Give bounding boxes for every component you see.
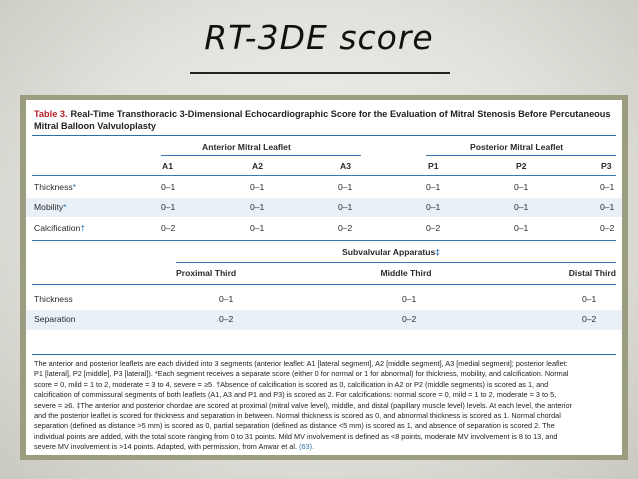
anterior-underline: [161, 155, 361, 156]
footnote-line: separation (defined as distance >5 mm) is scored as 0, partial separation (defined as distance <5 mm) is scored as 1, and absence of separation is scored 2. The: [34, 421, 555, 431]
header-rule: [32, 175, 616, 176]
cell-mobility-p1: 0–1: [426, 202, 441, 212]
cell-calcification-a1: 0–2: [161, 223, 176, 233]
col-header-p2: P2: [516, 161, 527, 171]
col-header-a2: A2: [252, 161, 263, 171]
cell-thickness-p2: 0–1: [514, 182, 529, 192]
cell-mobility-a1: 0–1: [161, 202, 176, 212]
cell-thickness-a1: 0–1: [161, 182, 176, 192]
title-underline: [190, 72, 450, 74]
cell-thickness-a2: 0–1: [250, 182, 265, 192]
row-label-calcification: Calcification†: [34, 223, 86, 233]
cell-sub-separation-middle: 0–2: [402, 314, 417, 324]
col-header-distal: Distal Third: [568, 268, 616, 278]
table-document: [26, 100, 622, 455]
subvalvular-header: Subvalvular Apparatus‡: [342, 247, 441, 257]
subvalvular-underline: [176, 262, 616, 263]
sub-row-label-separation: Separation: [34, 314, 76, 324]
footnote-line: severe MV involvement is >14 points. Adapted, with permission, from Anwar et al. (63).: [34, 442, 315, 452]
footnote-line: calcification of commissural segments of both leaflets (A1, A3 and P1 and P3) is scored as 2. For calcifications: normal score = 0, mild = 1 to 2, moderate = 3 to 5,: [34, 390, 557, 400]
cell-sub-separation-proximal: 0–2: [219, 314, 234, 324]
bottom-rule: [32, 354, 616, 355]
subvalvular-header-rule: [32, 284, 616, 285]
footnote-line: severe = ≥6. ‡The anterior and posterior chordae are scored at proximal (mitral valve level), middle, and distal (papillary muscle level) levels. At each level, the anterior: [34, 400, 572, 410]
slide-title: RT-3DE score: [204, 18, 434, 57]
cell-calcification-a3: 0–2: [338, 223, 353, 233]
row-label-mobility: Mobility*: [34, 202, 67, 212]
top-rule: [32, 135, 616, 136]
cell-mobility-p2: 0–1: [514, 202, 529, 212]
col-header-p3: P3: [601, 161, 612, 171]
cell-sub-thickness-middle: 0–1: [402, 294, 417, 304]
cell-mobility-a2: 0–1: [250, 202, 265, 212]
cell-calcification-a2: 0–1: [250, 223, 265, 233]
sub-row-label-thickness: Thickness: [34, 294, 73, 304]
col-header-a1: A1: [162, 161, 173, 171]
col-header-middle: Middle Third: [380, 268, 432, 278]
group-header-posterior: Posterior Mitral Leaflet: [470, 142, 564, 152]
cell-thickness-a3: 0–1: [338, 182, 353, 192]
col-header-a3: A3: [340, 161, 351, 171]
col-header-proximal: Proximal Third: [176, 268, 237, 278]
cell-thickness-p1: 0–1: [426, 182, 441, 192]
cell-calcification-p2: 0–1: [514, 223, 529, 233]
row-band: [26, 310, 622, 330]
cell-sub-separation-distal: 0–2: [582, 314, 597, 324]
cell-calcification-p3: 0–2: [600, 223, 615, 233]
table-caption: [34, 108, 614, 132]
footnote-line: individual points are added, with the total score ranging from 0 to 31 points. Mild MV involvement is defined as <8 points, moderate MV involvement is 8 to 13, and: [34, 431, 558, 441]
row-band: [26, 198, 622, 217]
footnote-line: The anterior and posterior leaflets are each divided into 3 segments (anterior leaflet: A1 [lateral segment], A2 [middle segment], A3 [medial segment]; posterior leaflet:: [34, 359, 568, 368]
section-rule: [32, 240, 616, 241]
table-footnotes: [34, 359, 616, 453]
footnote-line: and the posterior leaflet is scored for thickness and separation in between. Normal thickness is scored as 0, and abnormal thickness is scored as 1. Normal chordal: [34, 411, 561, 421]
cell-mobility-a3: 0–1: [338, 202, 353, 212]
col-header-p1: P1: [428, 161, 439, 171]
cell-thickness-p3: 0–1: [600, 182, 615, 192]
posterior-underline: [426, 155, 616, 156]
reference-link[interactable]: (63).: [299, 442, 315, 452]
table-label: Table 3.: [34, 109, 68, 119]
cell-mobility-p3: 0–1: [600, 202, 615, 212]
footnote-line: score = 0, mild = 1 to 2, moderate = 3 to 4, severe = ≥5. †Absence of calcification is scored as 0, calcification in A2 or P2 (middle segments) is scored as 1, and: [34, 379, 549, 389]
cell-sub-thickness-proximal: 0–1: [219, 294, 234, 304]
row-label-thickness: Thickness*: [34, 182, 77, 192]
cell-sub-thickness-distal: 0–1: [582, 294, 597, 304]
footnote-line: P1 [lateral], P2 [middle], P3 [lateral]). *Each segment receives a separate score (either 0 for normal or 1 for abnormal) for thickness, mobility, and calcification. Normal: [34, 369, 569, 379]
table-caption-text: Real-Time Transthoracic 3-Dimensional Echocardiographic Score for the Evaluation of Mitral Stenosis Before Percutaneous Mitral Balloon Valvuloplasty: [34, 109, 611, 131]
group-header-anterior: Anterior Mitral Leaflet: [202, 142, 291, 152]
cell-calcification-p1: 0–2: [426, 223, 441, 233]
